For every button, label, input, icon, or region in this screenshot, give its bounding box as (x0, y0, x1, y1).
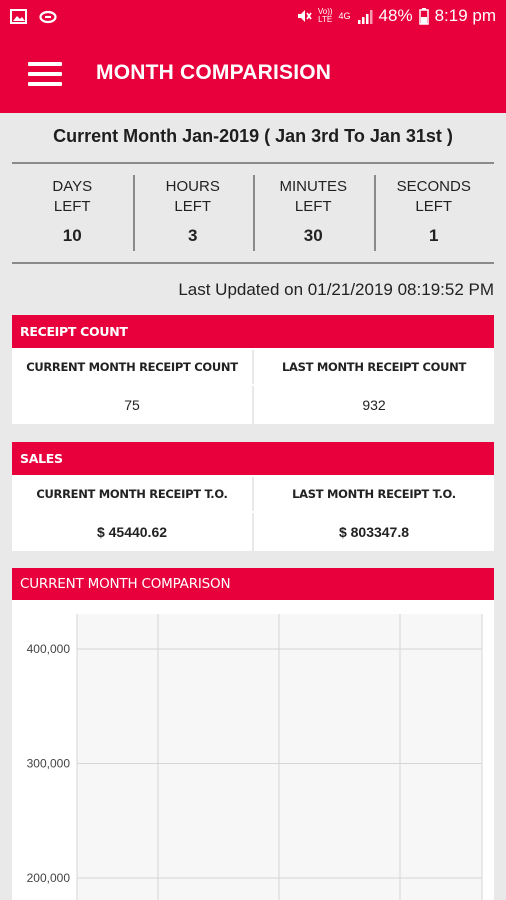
receipt-count-card (12, 315, 494, 424)
status-bar-left (10, 9, 57, 24)
countdown-value: 30 (303, 226, 323, 245)
countdown-value: 10 (62, 226, 82, 245)
current-month-receipt-count-label: CURRENT MONTH RECEIPT COUNT (12, 350, 252, 384)
y-tick-label: 400,000 (26, 642, 70, 656)
image-icon (10, 9, 27, 24)
sales-card (12, 442, 494, 551)
countdown-value: 1 (429, 226, 439, 245)
countdown-minutes: MINUTES LEFT 30 (253, 173, 374, 253)
app-bar (0, 36, 506, 113)
volte-indicator: Vo)) LTE (317, 7, 333, 24)
last-month-receipt-count-value: 932 (254, 386, 494, 424)
current-month-receipt-to-label: CURRENT MONTH RECEIPT T.O. (12, 477, 252, 511)
period-heading: Current Month Jan-2019 ( Jan 3rd To Jan 31st ) (53, 126, 453, 146)
y-tick-label: 300,000 (26, 756, 70, 771)
status-bar (0, 0, 506, 36)
comparison-chart (12, 600, 494, 900)
divider-bottom (12, 262, 494, 264)
status-time: 8:19 pm (434, 6, 496, 25)
last-updated-text: Last Updated on 01/21/2019 08:19:52 PM (178, 280, 494, 299)
divider-top (12, 162, 494, 164)
signal-icon (357, 9, 373, 24)
last-month-receipt-to-label: LAST MONTH RECEIPT T.O. (254, 477, 494, 511)
network-type: 4G (338, 11, 351, 21)
current-month-receipt-count-value: 75 (12, 386, 252, 424)
last-month-receipt-count-label: LAST MONTH RECEIPT COUNT (254, 350, 494, 384)
countdown-panel (12, 173, 494, 253)
card-title: SALES (12, 442, 494, 475)
comparison-chart-card (12, 568, 494, 900)
page-title: MONTH COMPARISION (96, 61, 332, 84)
countdown-hours: HOURS LEFT 3 (133, 173, 254, 253)
battery-percent: 48% (378, 6, 413, 25)
hamburger-menu-icon[interactable] (28, 62, 64, 88)
countdown-seconds: SECONDS LEFT 1 (374, 173, 495, 253)
battery-icon (419, 8, 429, 25)
countdown-days: DAYS LEFT 10 (12, 173, 133, 253)
chart-card-title: CURRENT MONTH COMPARISON (12, 568, 494, 600)
countdown-value: 3 (188, 226, 198, 245)
last-month-receipt-to-value: $ 803347.8 (254, 513, 494, 551)
current-month-receipt-to-value: $ 45440.62 (12, 513, 252, 551)
link-icon (39, 10, 57, 24)
mute-icon (296, 8, 312, 24)
card-title: RECEIPT COUNT (12, 315, 494, 348)
status-bar-right (296, 6, 496, 26)
y-tick-label: 200,000 (26, 871, 70, 885)
